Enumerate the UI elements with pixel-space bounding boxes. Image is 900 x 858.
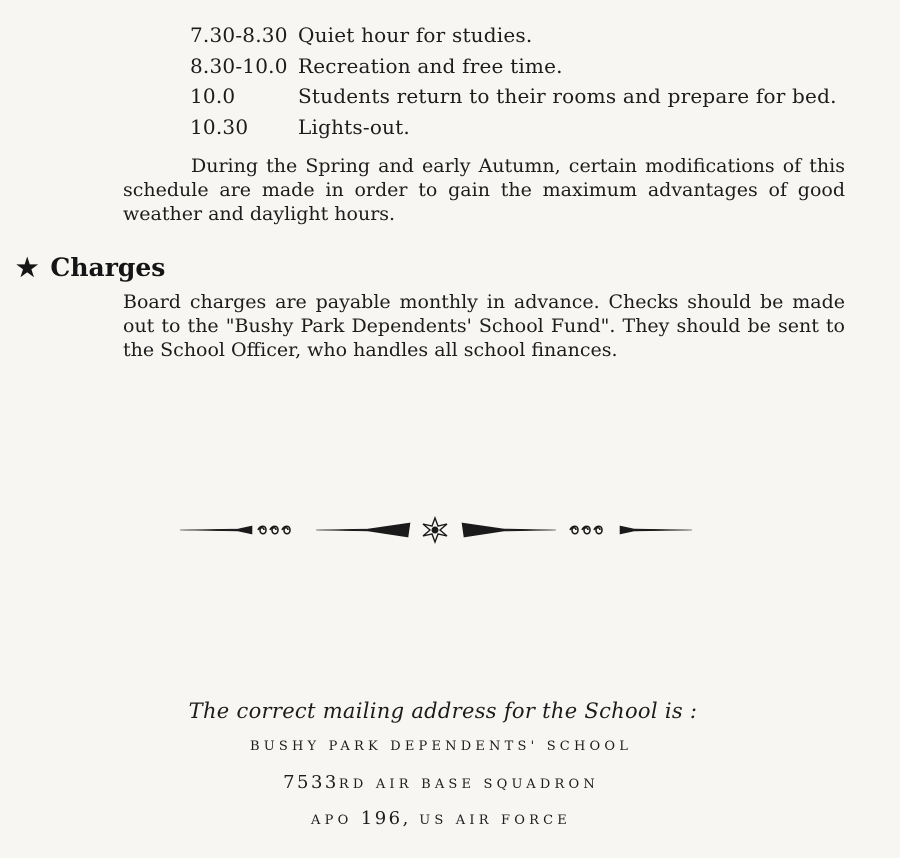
apo-prefix: APO [311, 813, 353, 828]
schedule-time: 7.30-8.30 [190, 23, 288, 48]
flourish-divider-icon [178, 515, 694, 545]
squadron-number: 7533 [283, 772, 339, 793]
address-line-school: BUSHY PARK DEPENDENTS' SCHOOL [249, 739, 633, 754]
mailing-address-intro: The correct mailing address for the School is : [188, 699, 698, 723]
apo-number: 196, [360, 808, 411, 829]
schedule-activity: Quiet hour for studies. [298, 23, 533, 48]
address-line-squadron [0, 765, 900, 801]
schedule-time: 10.30 [190, 114, 249, 139]
charges-heading-text: Charges [50, 253, 166, 282]
schedule-row [190, 20, 840, 51]
daily-schedule [190, 20, 840, 142]
schedule-activity: Lights-out. [298, 114, 410, 139]
apo-service: US AIR FORCE [419, 813, 571, 828]
mailing-address-block [0, 693, 900, 837]
squadron-name: RD AIR BASE SQUADRON [338, 777, 599, 792]
charges-paragraph: Board charges are payable monthly in advance. Checks should be made out to the "Bushy Park Dependents' School Fund". They should be sent to the School Officer, who handles all school finances. [123, 291, 845, 361]
schedule-row [190, 112, 840, 143]
schedule-time: 10.0 [190, 84, 236, 109]
seasonal-schedule-paragraph: During the Spring and early Autumn, certain modifications of this schedule are made in order to gain the maximum advantages of good weather and daylight hours. [123, 155, 845, 225]
address-line-apo [0, 801, 900, 837]
charges-heading [16, 253, 165, 282]
schedule-activity: Students return to their rooms and prepare for bed. [298, 84, 837, 109]
schedule-time: 8.30-10.0 [190, 53, 288, 78]
star-icon: ★ [16, 253, 39, 282]
schedule-activity: Recreation and free time. [298, 53, 563, 78]
schedule-row [190, 81, 840, 112]
schedule-row [190, 51, 840, 82]
